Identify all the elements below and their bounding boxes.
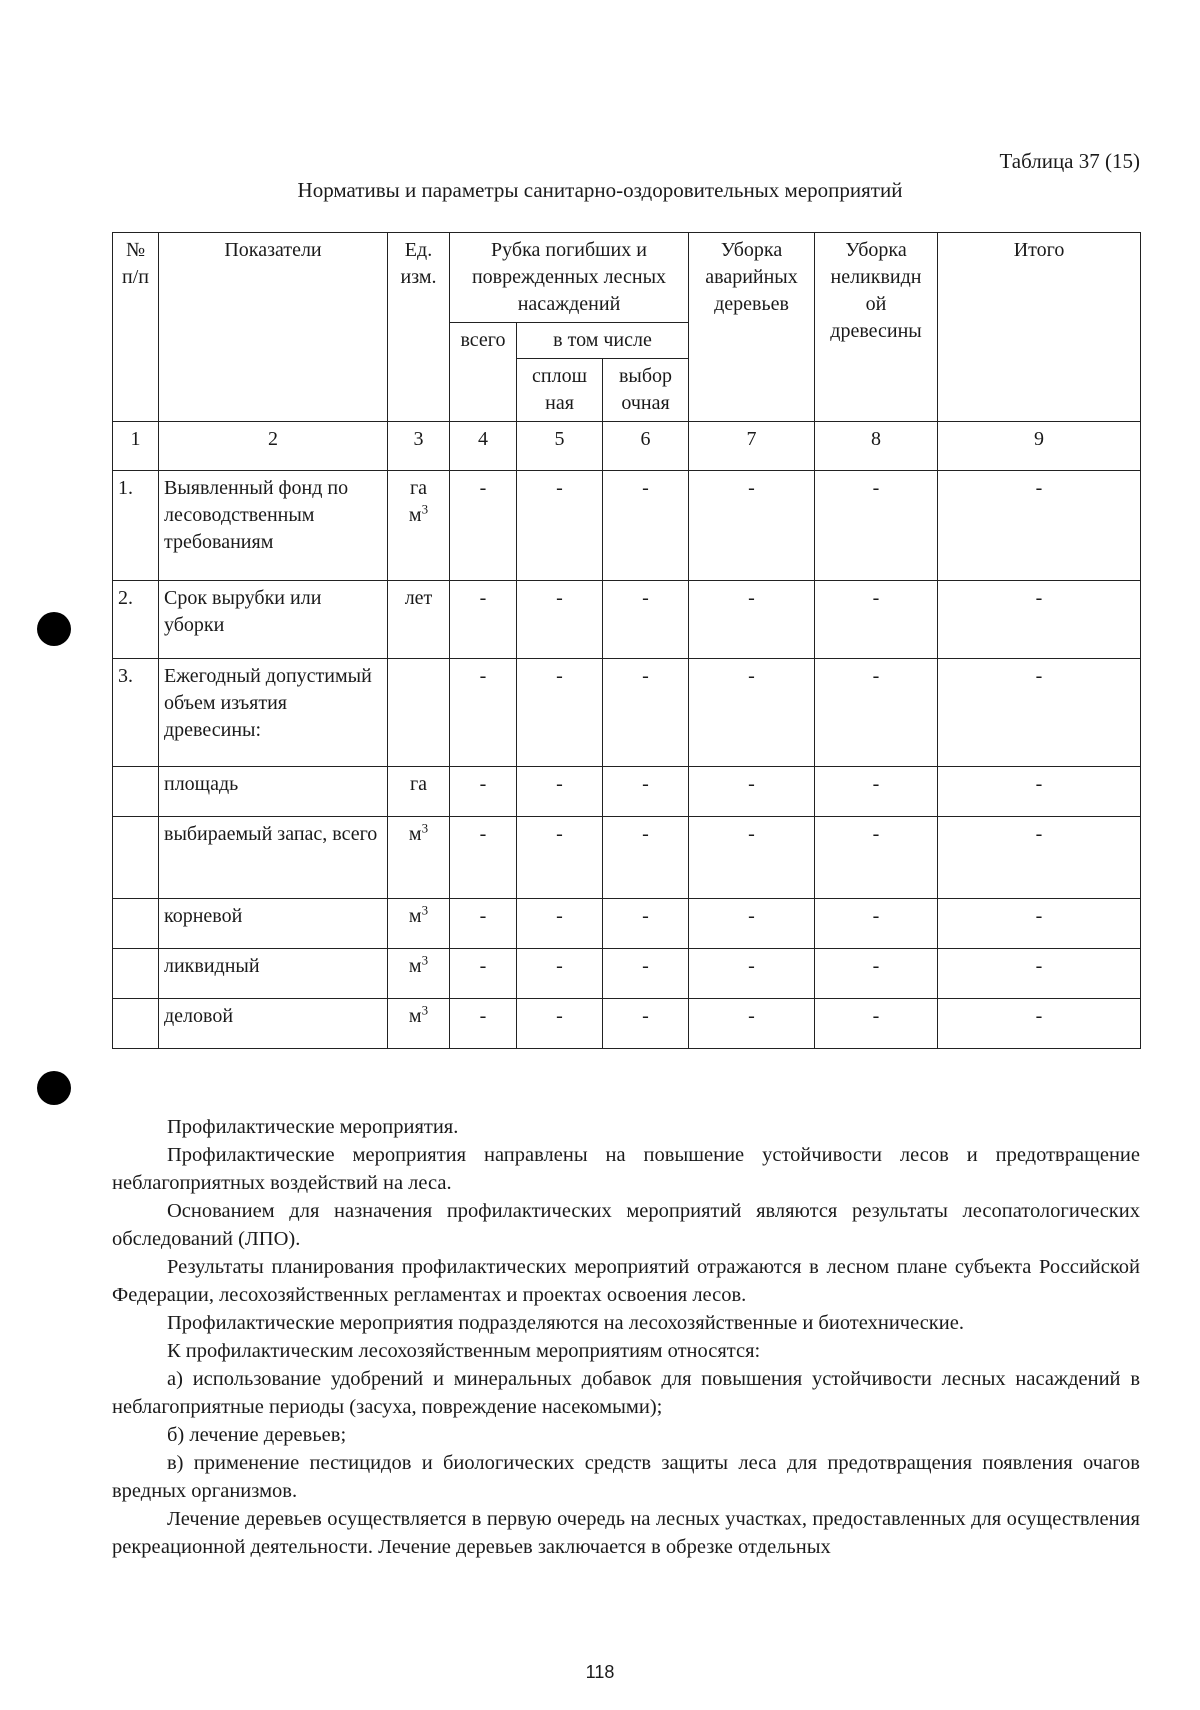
page-number: 118 (585, 1662, 615, 1682)
row-name: площадь (159, 767, 388, 817)
table-number: Таблица 37 (15) (999, 149, 1140, 173)
row-unit (388, 817, 450, 899)
punch-hole (37, 612, 71, 646)
row-value: - (815, 949, 938, 999)
row-value: - (938, 471, 1141, 581)
column-number: 9 (938, 422, 1141, 471)
paragraph: Профилактические мероприятия. (167, 1116, 459, 1138)
header-unit: Ед. изм. (388, 233, 450, 422)
row-unit (388, 999, 450, 1049)
row-value: - (603, 899, 689, 949)
row-value: - (603, 817, 689, 899)
table-row (113, 767, 1141, 817)
row-value: - (689, 949, 815, 999)
header-including: в том числе (517, 323, 689, 359)
column-number: 7 (689, 422, 815, 471)
row-name: Срок вырубки или уборки (159, 581, 388, 659)
header-cutting: Рубка погибших и поврежденных лесных насаждений (450, 233, 689, 323)
paragraph: Результаты планирования профилактических мероприятий отражаются в лесном плане субъекта Российской Федерации, лесохозяйственных регламентах и проектах освоения лесов. (112, 1256, 1140, 1306)
row-value: - (938, 767, 1141, 817)
table-row (113, 581, 1141, 659)
header-solid: сплош ная (517, 359, 603, 422)
row-value: - (517, 581, 603, 659)
row-num: 3. (113, 659, 159, 767)
row-value: - (815, 817, 938, 899)
row-value: - (450, 899, 517, 949)
row-value: - (517, 949, 603, 999)
norms-table (112, 232, 1141, 1049)
row-value: - (517, 471, 603, 581)
row-value: - (603, 471, 689, 581)
row-value: - (938, 581, 1141, 659)
row-value: - (938, 659, 1141, 767)
row-value: - (603, 949, 689, 999)
column-number-row (113, 422, 1141, 471)
unit-text: м (408, 1005, 422, 1027)
unit-superscript: 3 (421, 1002, 429, 1018)
row-value: - (815, 659, 938, 767)
paragraph: К профилактическим лесохозяйственным мероприятиям относятся: (167, 1340, 761, 1362)
row-value: - (450, 949, 517, 999)
row-name: деловой (159, 999, 388, 1049)
column-number: 6 (603, 422, 689, 471)
row-value: - (517, 817, 603, 899)
column-number: 1 (113, 422, 159, 471)
unit-superscript: 3 (421, 952, 429, 968)
unit-superscript: 3 (421, 820, 429, 836)
row-unit: лет (388, 581, 450, 659)
row-num (113, 817, 159, 899)
body-text (112, 1113, 1140, 1561)
unit-superscript: 3 (421, 902, 429, 918)
row-value: - (938, 999, 1141, 1049)
paragraph: б) лечение деревьев; (167, 1424, 347, 1446)
table-row (113, 659, 1141, 767)
unit-text: м (408, 905, 422, 927)
paragraph: Лечение деревьев осуществляется в первую очередь на лесных участках, предоставленных для осуществления рекреационной деятельности. Лечение деревьев заключается в обрезке отдельных (112, 1508, 1140, 1558)
row-num: 2. (113, 581, 159, 659)
row-value: - (815, 581, 938, 659)
paragraph: а) использование удобрений и минеральных добавок для повышения устойчивости лесных насаждений в неблагоприятные периоды (засуха, повреждение насекомыми); (112, 1368, 1140, 1418)
row-value: - (815, 471, 938, 581)
paragraph: Профилактические мероприятия подразделяются на лесохозяйственные и биотехнические. (167, 1312, 964, 1334)
row-unit (388, 659, 450, 767)
row-value: - (689, 471, 815, 581)
row-value: - (689, 659, 815, 767)
row-value: - (603, 581, 689, 659)
row-value: - (603, 767, 689, 817)
row-value: - (689, 767, 815, 817)
row-value: - (689, 899, 815, 949)
row-name: Ежегодный допустимый объем изъятия древесины: (159, 659, 388, 767)
header-selective: выбор очная (603, 359, 689, 422)
header-itogo: Итого (938, 233, 1141, 422)
row-name: Выявленный фонд по лесоводственным требованиям (159, 471, 388, 581)
row-value: - (450, 659, 517, 767)
row-unit: га (388, 767, 450, 817)
unit-text: м (408, 823, 422, 845)
unit-superscript: 3 (421, 501, 429, 517)
paragraph: в) применение пестицидов и биологических средств защиты леса для предотвращения появления очагов вредных организмов. (112, 1452, 1140, 1502)
row-value: - (938, 949, 1141, 999)
row-value: - (517, 659, 603, 767)
row-name: корневой (159, 899, 388, 949)
header-emergency: Уборка аварийных деревьев (689, 233, 815, 422)
table-title: Нормативы и параметры санитарно-оздоровительных мероприятий (297, 178, 903, 202)
row-value: - (450, 767, 517, 817)
paragraph: Профилактические мероприятия направлены на повышение устойчивости лесов и предотвращение неблагоприятных воздействий на леса. (112, 1144, 1140, 1194)
column-number: 8 (815, 422, 938, 471)
header-num: № п/п (113, 233, 159, 422)
row-value: - (689, 817, 815, 899)
table-row (113, 471, 1141, 581)
header-illiquid: Уборка неликвидн ой древесины (815, 233, 938, 422)
table-row (113, 949, 1141, 999)
table-row (113, 899, 1141, 949)
row-value: - (603, 999, 689, 1049)
table-row (113, 999, 1141, 1049)
header-total: всего (450, 323, 517, 422)
column-number: 2 (159, 422, 388, 471)
row-value: - (689, 999, 815, 1049)
unit-text: м (408, 504, 422, 526)
table-row (113, 817, 1141, 899)
unit-text: га (409, 477, 428, 499)
row-value: - (689, 581, 815, 659)
row-unit (388, 899, 450, 949)
row-unit (388, 471, 450, 581)
header-indicators: Показатели (159, 233, 388, 422)
row-value: - (517, 899, 603, 949)
row-value: - (517, 767, 603, 817)
row-value: - (938, 817, 1141, 899)
unit-text: м (408, 955, 422, 977)
row-value: - (815, 999, 938, 1049)
row-value: - (450, 817, 517, 899)
row-value: - (450, 999, 517, 1049)
punch-hole (37, 1071, 71, 1105)
row-value: - (450, 471, 517, 581)
row-value: - (603, 659, 689, 767)
column-number: 4 (450, 422, 517, 471)
row-name: ликвидный (159, 949, 388, 999)
row-value: - (815, 767, 938, 817)
row-num (113, 949, 159, 999)
row-num (113, 767, 159, 817)
row-value: - (938, 899, 1141, 949)
row-name: выбираемый запас, всего (159, 817, 388, 899)
row-num: 1. (113, 471, 159, 581)
paragraph: Основанием для назначения профилактических мероприятий являются результаты лесопатологических обследований (ЛПО). (112, 1200, 1140, 1250)
column-number: 3 (388, 422, 450, 471)
column-number: 5 (517, 422, 603, 471)
row-num (113, 899, 159, 949)
row-value: - (815, 899, 938, 949)
row-num (113, 999, 159, 1049)
row-unit (388, 949, 450, 999)
row-value: - (450, 581, 517, 659)
row-value: - (517, 999, 603, 1049)
